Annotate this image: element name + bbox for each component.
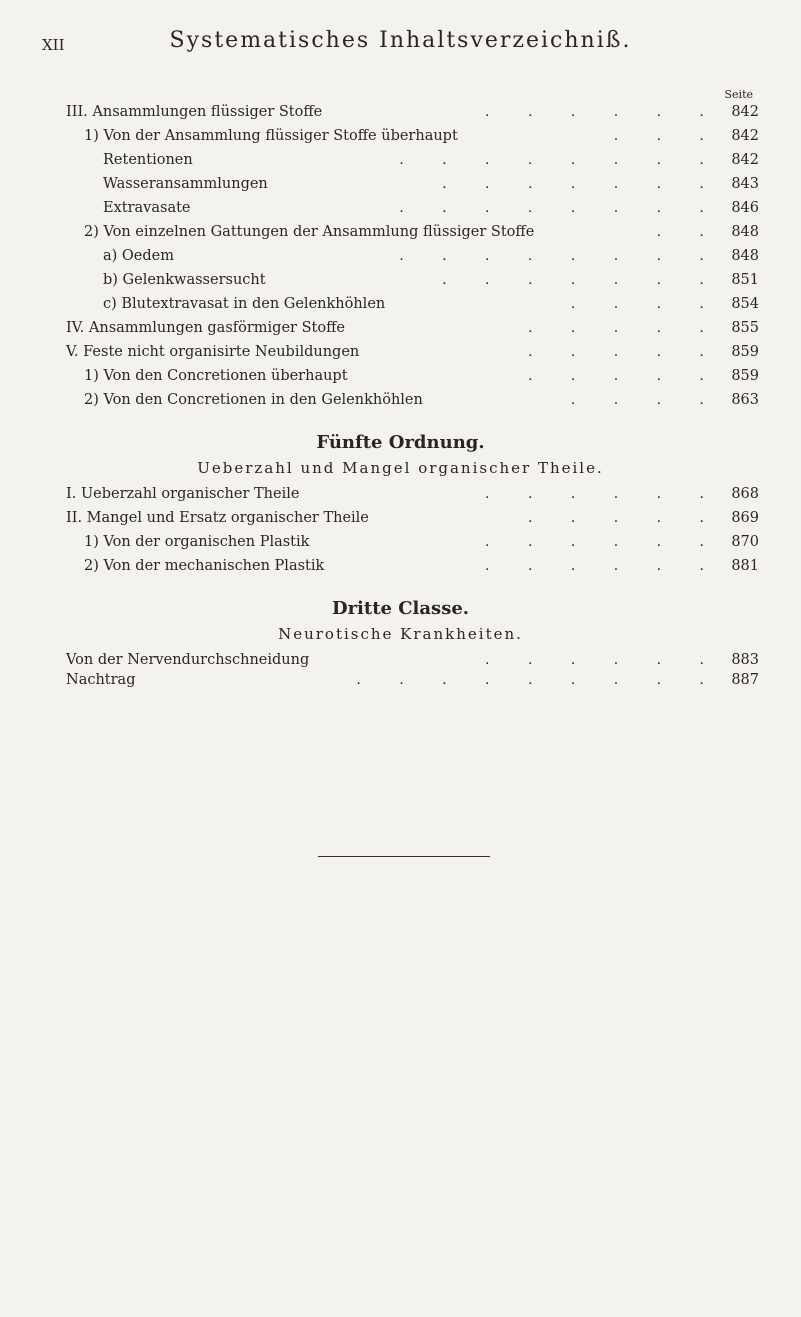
toc-entry-page: 868	[731, 486, 759, 502]
toc-leader-dots: . . . . . . .	[442, 272, 721, 288]
toc-entry	[0, 248, 801, 272]
toc-leader-dots: . . . . .	[527, 320, 721, 336]
toc-entry	[0, 176, 801, 200]
toc-leader-dots: . . . . . .	[485, 652, 721, 668]
page-header	[0, 28, 801, 58]
toc-entry-page: 848	[731, 224, 759, 240]
toc-entry	[0, 368, 801, 392]
toc-entry-page: 842	[731, 104, 759, 120]
toc-entry-label: 1) Von der Ansammlung flüssiger Stoffe überhaupt	[84, 128, 458, 144]
running-title: Systematisches Inhaltsverzeichniß.	[169, 28, 632, 53]
toc-entry-page: 881	[731, 558, 759, 574]
toc-entry-page: 842	[731, 128, 759, 144]
toc-leader-dots: . . . . . .	[485, 486, 721, 502]
toc-leader-dots: . . . . . . . . .	[356, 672, 721, 688]
toc-leader-dots: . . . . . . . .	[399, 152, 721, 168]
toc-entry-label: II. Mangel und Ersatz organischer Theile	[66, 510, 369, 526]
toc-leader-dots: . .	[656, 224, 721, 240]
toc-entry-label: Extravasate	[103, 200, 191, 216]
toc-entry-label: I. Ueberzahl organischer Theile	[66, 486, 300, 502]
toc-entry	[0, 672, 801, 696]
toc-entry-label: b) Gelenkwassersucht	[103, 272, 266, 288]
toc-entry-page: 848	[731, 248, 759, 264]
toc-entry-label: Retentionen	[103, 152, 193, 168]
toc-entry	[0, 224, 801, 248]
toc-entry-label: 2) Von den Concretionen in den Gelenkhöhlen	[84, 392, 423, 408]
toc-entry	[0, 296, 801, 320]
toc-entry-page: 870	[731, 534, 759, 550]
seite-label: Seite	[724, 88, 753, 101]
toc-leader-dots: . . . . . .	[485, 104, 721, 120]
toc-entry	[0, 392, 801, 416]
toc-entry-label: Nachtrag	[66, 672, 136, 688]
toc-entry	[0, 152, 801, 176]
toc-entry	[0, 200, 801, 224]
closing-rule	[318, 856, 490, 857]
toc-entry-page: 869	[731, 510, 759, 526]
toc-entry-page: 843	[731, 176, 759, 192]
toc-entry-page: 887	[731, 672, 759, 688]
toc-leader-dots: . . . .	[570, 392, 721, 408]
toc-leader-dots: . . . . . .	[485, 534, 721, 550]
toc-leader-dots: . . . . . .	[485, 558, 721, 574]
toc-entry-label: 2) Von der mechanischen Plastik	[84, 558, 325, 574]
toc-entry-label: a) Oedem	[103, 248, 174, 264]
toc-leader-dots: . . . . . . . .	[399, 200, 721, 216]
toc-entry-label: 1) Von der organischen Plastik	[84, 534, 310, 550]
toc-leader-dots: . . . . . . .	[442, 176, 721, 192]
toc-entry	[0, 486, 801, 510]
toc-entry-page: 851	[731, 272, 759, 288]
toc-leader-dots: . . . . .	[527, 510, 721, 526]
toc-entry-label: III. Ansammlungen flüssiger Stoffe	[66, 104, 323, 120]
toc-entry-page: 846	[731, 200, 759, 216]
classe-subheading: Neurotische Krankheiten.	[278, 625, 523, 643]
ordnung-heading: Fünfte Ordnung.	[316, 432, 485, 453]
toc-entry	[0, 534, 801, 558]
toc-entry-page: 842	[731, 152, 759, 168]
page-number: XII	[42, 36, 65, 54]
toc-entry-page: 863	[731, 392, 759, 408]
toc-entry	[0, 510, 801, 534]
toc-entry	[0, 320, 801, 344]
toc-entry-page: 855	[731, 320, 759, 336]
classe-heading: Dritte Classe.	[331, 598, 470, 619]
toc-entry-label: IV. Ansammlungen gasförmiger Stoffe	[66, 320, 345, 336]
toc-entry-label: 2) Von einzelnen Gattungen der Ansammlung flüssiger Stoffe	[84, 224, 535, 240]
toc-leader-dots: . . . . .	[527, 344, 721, 360]
toc-entry-label: Von der Nervendurchschneidung	[66, 652, 310, 668]
toc-leader-dots: . . .	[613, 128, 721, 144]
toc-entry-label: Wasseransammlungen	[103, 176, 268, 192]
toc-entry-page: 859	[731, 344, 759, 360]
toc-entry	[0, 104, 801, 128]
toc-entry-label: c) Blutextravasat in den Gelenkhöhlen	[103, 296, 386, 312]
ordnung-subheading: Ueberzahl und Mangel organischer Theile.	[197, 459, 604, 477]
toc-entry-label: V. Feste nicht organisirte Neubildungen	[66, 344, 360, 360]
toc-entry	[0, 652, 801, 672]
toc-entry-page: 859	[731, 368, 759, 384]
toc-entry-label: 1) Von den Concretionen überhaupt	[84, 368, 348, 384]
toc-entry	[0, 272, 801, 296]
toc-entry-page: 883	[731, 652, 759, 668]
table-of-contents	[0, 104, 801, 696]
toc-entry	[0, 128, 801, 152]
toc-leader-dots: . . . . .	[527, 368, 721, 384]
toc-leader-dots: . . . .	[570, 296, 721, 312]
toc-leader-dots: . . . . . . . .	[399, 248, 721, 264]
toc-entry	[0, 558, 801, 582]
toc-entry	[0, 344, 801, 368]
toc-entry-page: 854	[731, 296, 759, 312]
